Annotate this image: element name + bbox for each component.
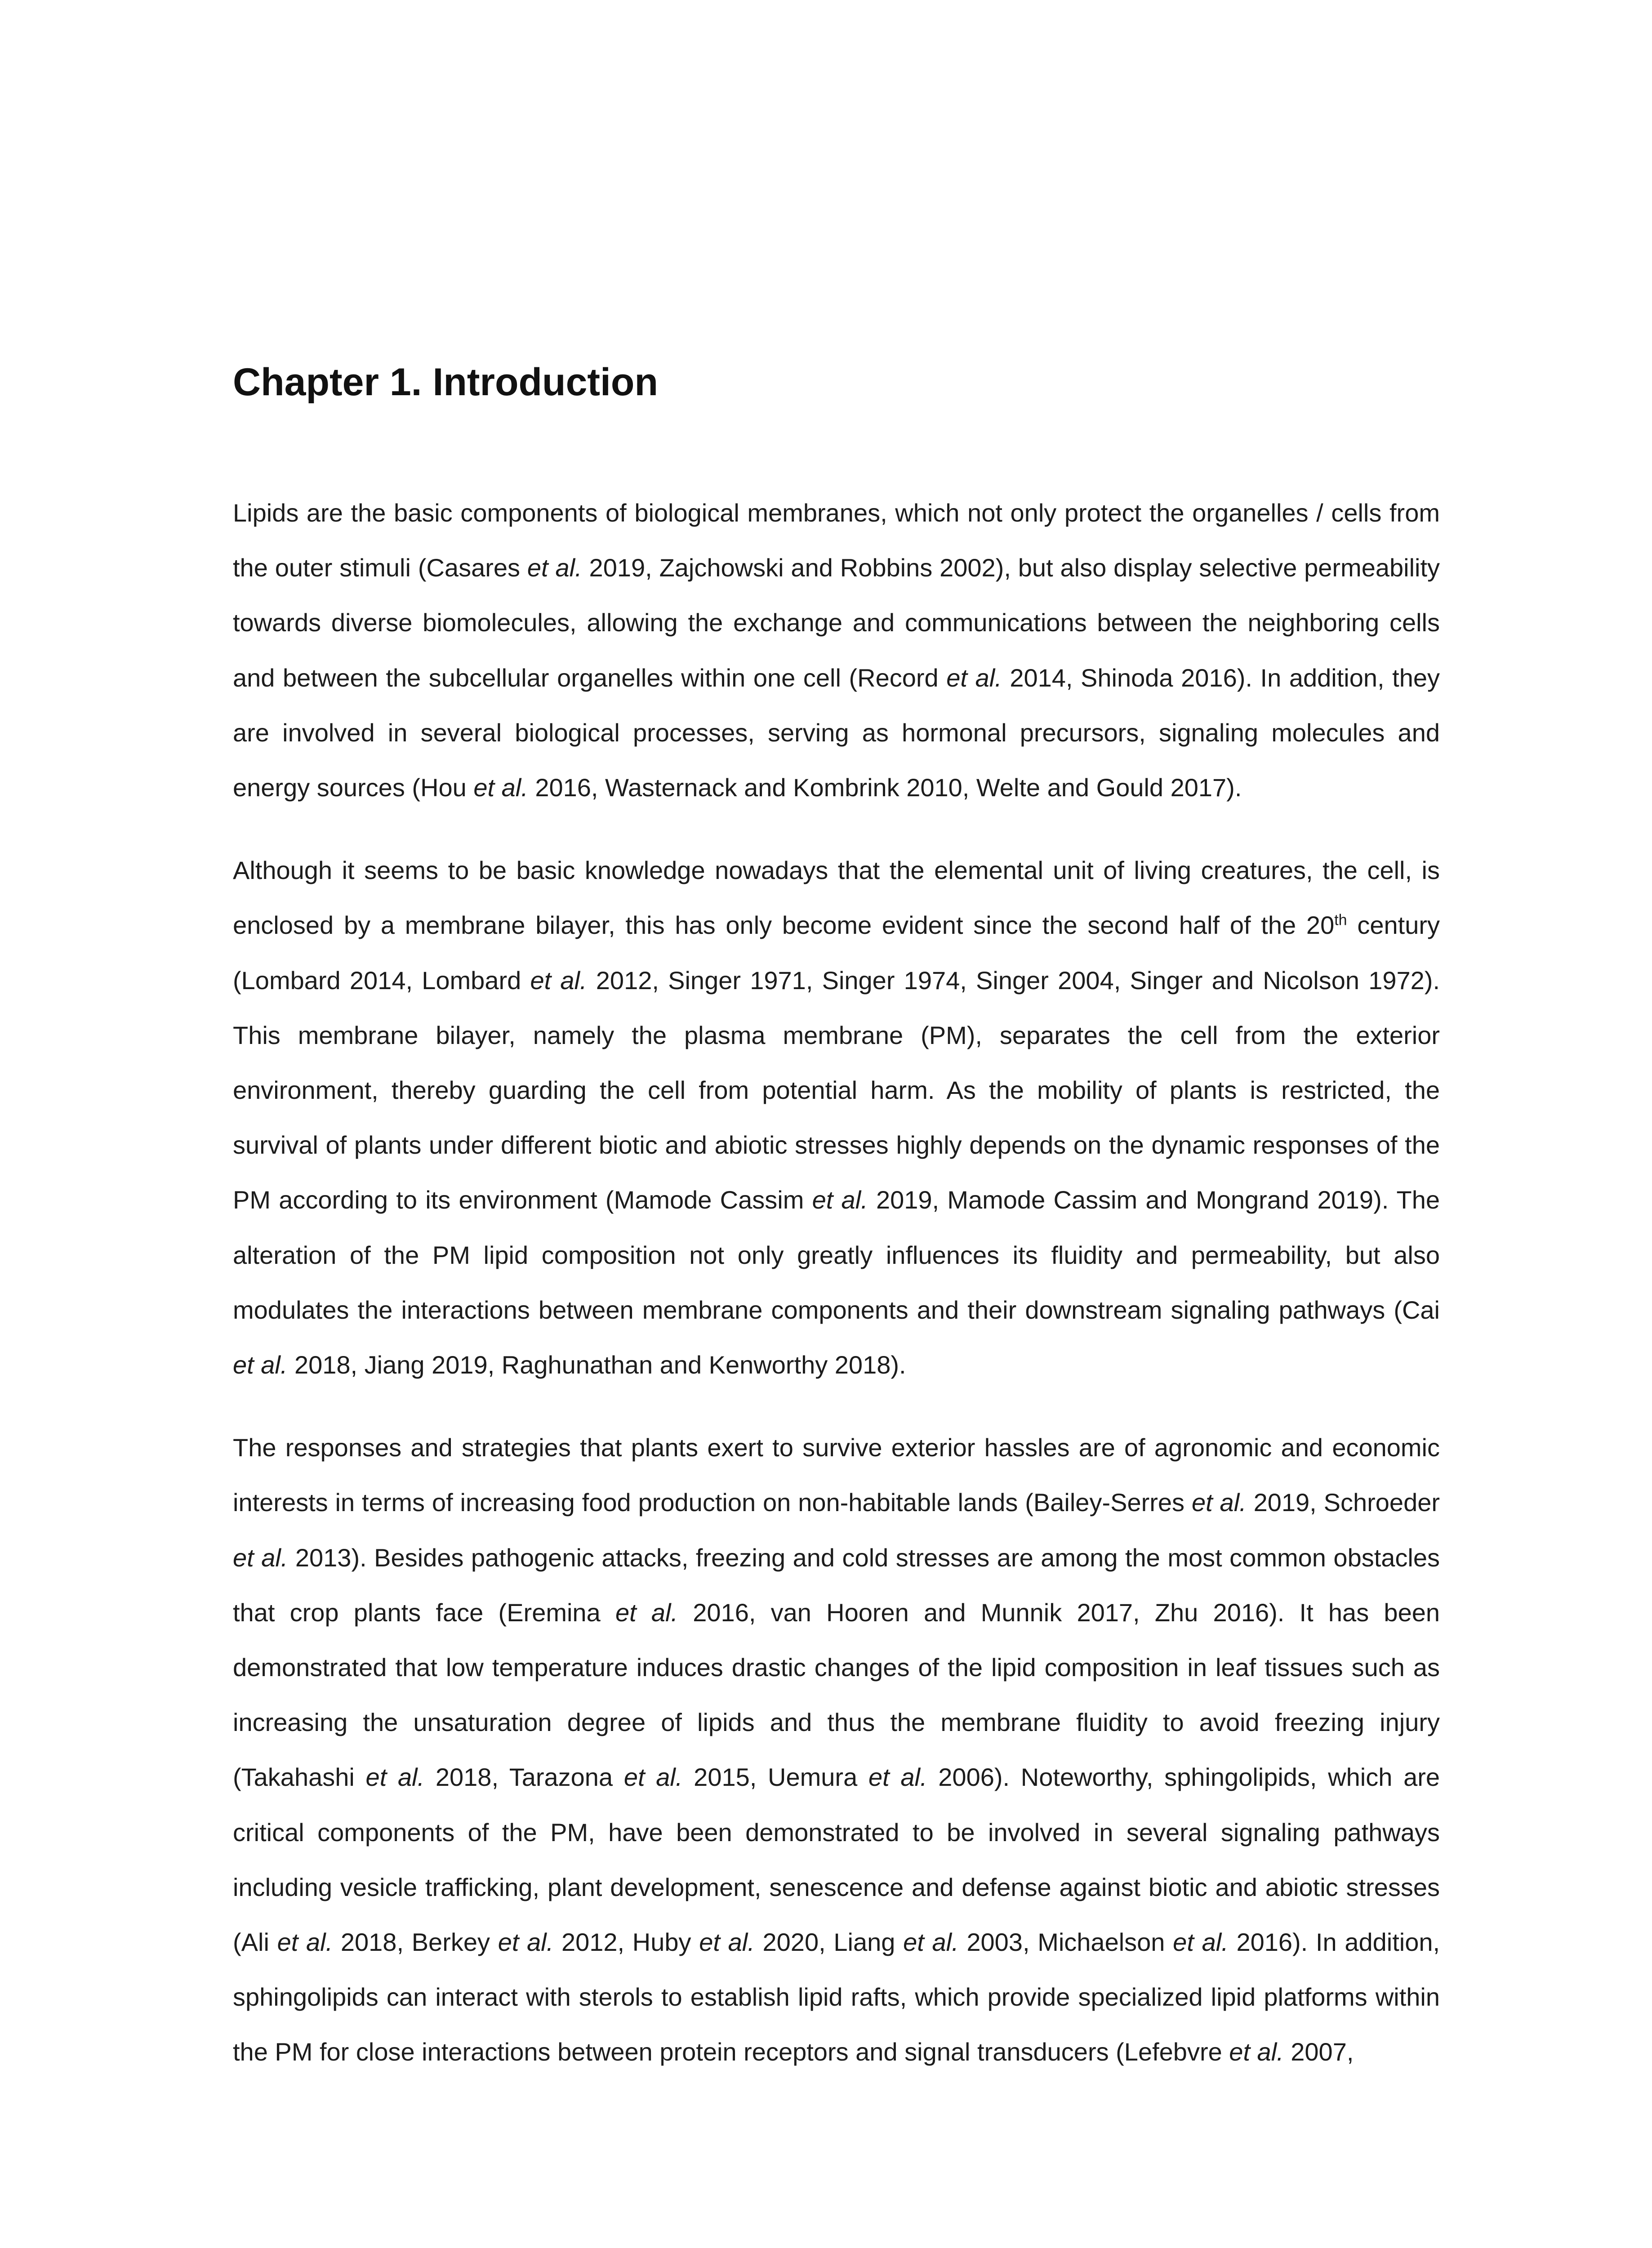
citation-etal: et al. <box>868 1763 927 1792</box>
text-run: 2020, Liang <box>754 1928 904 1957</box>
citation-etal: et al. <box>233 1351 288 1379</box>
text-run: 2019, Zajchowski and Robbins 2002), but also display selective permeability towards diverse biomolecules, allowing the exchange and communications between the neighboring cells and between the subcellular organelles within one cell (Record <box>233 553 1440 692</box>
text-run: 2019, Schroeder <box>1246 1488 1440 1517</box>
citation-etal: et al. <box>946 663 1002 692</box>
text-run: 2003, Michaelson <box>958 1928 1173 1957</box>
text-run: Lipids are the basic components of biological membranes, which not only protect the organelles / cells from the outer stimuli (Casares <box>233 499 1440 582</box>
text-run: 2016, Wasternack and Kombrink 2010, Welte and Gould 2017). <box>528 773 1242 802</box>
citation-etal: et al. <box>498 1928 554 1957</box>
citation-etal: et al. <box>615 1598 678 1627</box>
paragraph-3 <box>233 1420 1440 2079</box>
text-run: century (Lombard 2014, Lombard <box>233 911 1440 995</box>
text-run: 2018, Tarazona <box>424 1763 624 1792</box>
text-run: 2012, Huby <box>553 1928 699 1957</box>
text-run: Although it seems to be basic knowledge nowadays that the elemental unit of living creatures, the cell, is enclosed by a membrane bilayer, this has only become evident since the second half of the 20 <box>233 856 1440 940</box>
citation-etal: et al. <box>1173 1928 1229 1957</box>
text-run: 2006). Noteworthy, sphingolipids, which are critical components of the PM, have been demonstrated to be involved in several signaling pathways including vesicle trafficking, plant development, senescence and defense against biotic and abiotic stresses (Ali <box>233 1763 1440 1957</box>
body-text <box>233 486 1440 2108</box>
citation-etal: et al. <box>473 773 528 802</box>
citation-etal: et al. <box>812 1186 868 1214</box>
text-run: 2016, van Hooren and Munnik 2017, Zhu 2016). It has been demonstrated that low temperature induces drastic changes of the lipid composition in leaf tissues such as increasing the unsaturation degree of lipids and thus the membrane fluidity to avoid freezing injury (Takahashi <box>233 1598 1440 1792</box>
citation-etal: et al. <box>699 1928 755 1957</box>
ordinal-superscript: th <box>1334 911 1347 929</box>
citation-etal: et al. <box>530 966 587 995</box>
text-run: 2016). In addition, sphingolipids can interact with sterols to establish lipid rafts, which provide specialized lipid platforms within the PM for close interactions between protein receptors and signal transducers (Lefebvre <box>233 1928 1440 2066</box>
text-run: 2012, Singer 1971, Singer 1974, Singer 2004, Singer and Nicolson 1972). This membrane bilayer, namely the plasma membrane (PM), separates the cell from the exterior environment, thereby guarding the cell from potential harm. As the mobility of plants is restricted, the survival of plants under different biotic and abiotic stresses highly depends on the dynamic responses of the PM according to its environment (Mamode Cassim <box>233 966 1440 1214</box>
paragraph-1 <box>233 486 1440 815</box>
chapter-title: Chapter 1. Introduction <box>233 361 658 404</box>
citation-etal: et al. <box>233 1543 288 1572</box>
citation-etal: et al. <box>365 1763 425 1792</box>
text-run: 2018, Jiang 2019, Raghunathan and Kenworthy 2018). <box>287 1351 906 1379</box>
citation-etal: et al. <box>527 553 582 582</box>
text-run: 2014, Shinoda 2016). In addition, they are involved in several biological processes, serving as hormonal precursors, signaling molecules and energy sources (Hou <box>233 663 1440 802</box>
text-run: 2018, Berkey <box>333 1928 498 1957</box>
text-run: 2013). Besides pathogenic attacks, freezing and cold stresses are among the most common obstacles that crop plants face (Eremina <box>233 1543 1440 1627</box>
citation-etal: et al. <box>1191 1488 1247 1517</box>
citation-etal: et al. <box>903 1928 959 1957</box>
text-run: The responses and strategies that plants exert to survive exterior hassles are of agronomic and economic interests in terms of increasing food production on non-habitable lands (Bailey-Serres <box>233 1433 1440 1517</box>
text-run: 2007, <box>1283 2038 1354 2066</box>
paragraph-2 <box>233 843 1440 1392</box>
citation-etal: et al. <box>1229 2038 1284 2066</box>
citation-etal: et al. <box>623 1763 683 1792</box>
citation-etal: et al. <box>277 1928 333 1957</box>
text-run: 2019, Mamode Cassim and Mongrand 2019). The alteration of the PM lipid composition not only greatly influences its fluidity and permeability, but also modulates the interactions between membrane components and their downstream signaling pathways (Cai <box>233 1186 1440 1324</box>
text-run: 2015, Uemura <box>682 1763 868 1792</box>
